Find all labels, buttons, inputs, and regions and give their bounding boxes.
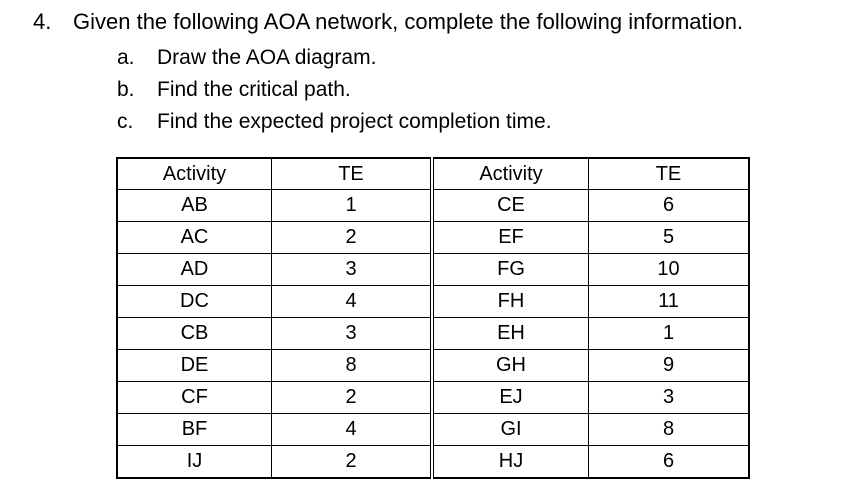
sub-question-letter: a. — [117, 46, 135, 69]
table-cell: 6 — [589, 190, 750, 222]
table-cell: BF — [117, 414, 272, 446]
table-cell: 4 — [272, 414, 433, 446]
table-cell: EF — [432, 222, 589, 254]
table-cell: 4 — [272, 286, 433, 318]
table-header-row — [117, 158, 749, 190]
column-header-activity: Activity — [117, 158, 272, 190]
table-cell: CE — [432, 190, 589, 222]
table-cell: AC — [117, 222, 272, 254]
table-cell: CB — [117, 318, 272, 350]
table-cell: 10 — [589, 254, 750, 286]
table-cell: 2 — [272, 222, 433, 254]
table-cell: 9 — [589, 350, 750, 382]
table-row — [117, 254, 749, 286]
sub-question-c — [117, 108, 552, 140]
table-cell: FG — [432, 254, 589, 286]
table-cell: EH — [432, 318, 589, 350]
question-number: 4. — [33, 9, 52, 34]
table-row — [117, 382, 749, 414]
table-cell: AD — [117, 254, 272, 286]
sub-question-letter: c. — [117, 110, 134, 133]
column-header-te: TE — [272, 158, 433, 190]
table-cell: IJ — [117, 446, 272, 479]
table-cell: CF — [117, 382, 272, 414]
table-row — [117, 350, 749, 382]
question-heading — [33, 8, 743, 36]
table-cell: 5 — [589, 222, 750, 254]
table-cell: 3 — [272, 318, 433, 350]
table-cell: 8 — [589, 414, 750, 446]
table-cell: 1 — [589, 318, 750, 350]
sub-question-text: Find the expected project completion time. — [157, 110, 552, 133]
sub-question-letter: b. — [117, 78, 135, 101]
sub-question-text: Draw the AOA diagram. — [157, 46, 377, 69]
question-text: Given the following AOA network, complete the following information. — [73, 9, 744, 34]
table-cell: 6 — [589, 446, 750, 479]
table-cell: GI — [432, 414, 589, 446]
table-cell: HJ — [432, 446, 589, 479]
table-cell: 2 — [272, 446, 433, 479]
table-cell: 3 — [589, 382, 750, 414]
table-row — [117, 222, 749, 254]
sub-question-a — [117, 44, 552, 76]
column-header-te-2: TE — [589, 158, 750, 190]
table-row — [117, 414, 749, 446]
table-cell: GH — [432, 350, 589, 382]
table-cell: DC — [117, 286, 272, 318]
table-cell: DE — [117, 350, 272, 382]
table-cell: 2 — [272, 382, 433, 414]
table-row — [117, 446, 749, 479]
table-row — [117, 318, 749, 350]
sub-question-text: Find the critical path. — [157, 78, 351, 101]
table-row — [117, 286, 749, 318]
activity-time-table — [116, 157, 750, 479]
column-header-activity-2: Activity — [432, 158, 589, 190]
table-cell: FH — [432, 286, 589, 318]
table-cell: 1 — [272, 190, 433, 222]
table-cell: 8 — [272, 350, 433, 382]
table-cell: EJ — [432, 382, 589, 414]
sub-question-list — [117, 44, 552, 140]
sub-question-b — [117, 76, 552, 108]
table-cell: AB — [117, 190, 272, 222]
table-cell: 3 — [272, 254, 433, 286]
table-row — [117, 190, 749, 222]
table-cell: 11 — [589, 286, 750, 318]
